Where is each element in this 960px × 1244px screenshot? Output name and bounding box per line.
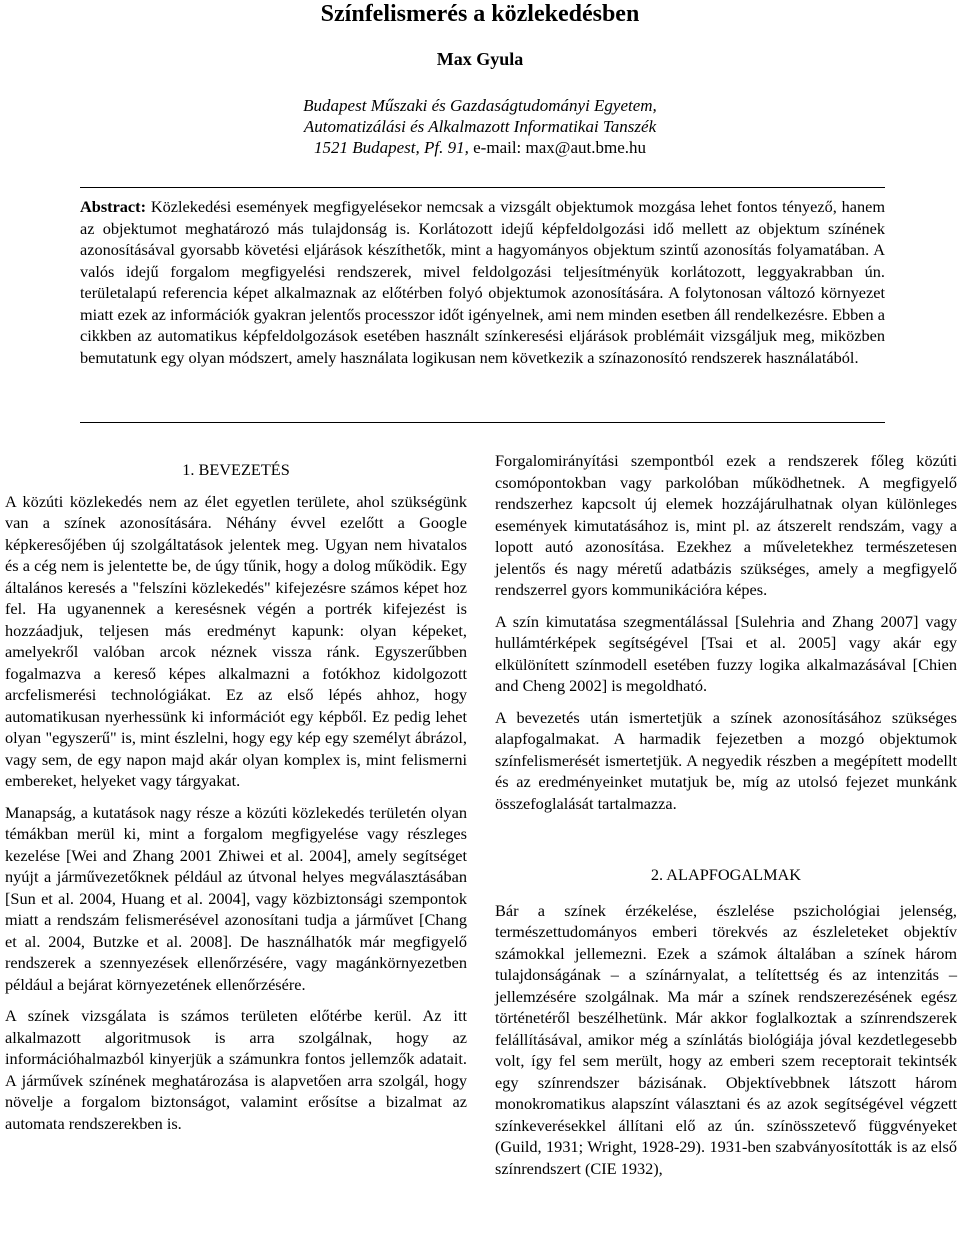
intro-paragraph-2: Manapság, a kutatások nagy része a közúti közlekedés területén olyan témákban merül ki, mint a forgalom megfigyelése vagy részleges kezelése [Wei and Zhang 2001 Zhiwei et al. 2004], amely segítséget nyújt a járművezetőknek például az útvonal helyes megválasztásában [Sun et al. 2004, Huang et al. 2004], vagy közbiztonsági szempontok miatt a rendszám felismerésével azonosítani tudja a járművet [Chang et al. 2004, Butzke et al. 2008]. De használhatók már megfigyelő rendszerek a szennyezések ellenőrzésére, vagy magánkörnyezetben például a bejárat környezetének ellenőrzésére. bbox=[5, 802, 467, 994]
intro-paragraph-1: A közúti közlekedés nem az élet egyetlen területe, ahol szükségünk van a színek azonosítására. Néhány évvel ezelőtt a Google képkeresőjében új szolgáltatások jelentek meg. Ugyan nem hivatalos és a cég nem is jelentette be, de úgy tűnik, hogy a dolog működik. Egy általános keresés a "felszíni közlekedés" kifejezésre számos képet hoz fel. Ha ugyanennek a keresésnek végén a portrék kifejezést is hozzáadjuk, teljesen más eredményt kapunk: olyan képeket, amelyekről valóban arcok néznek vissza ránk. Egyszerűbben fogalmazva a kereső képes alkalmazni a fotókhoz kidolgozott arcfelismerési technológiákat. Ez az első lépés ahhoz, hogy automatikusan nyerhessünk ki információt egy képből. Ez pedig lehet olyan "egyszerű" is, mint észlelni, hogy egy kép egy személyt ábrázol, vagy sem, de egy napon majd akár olyan komplex is, mint felismerni embereket, helyeket vagy tárgyakat. bbox=[5, 491, 467, 790]
abstract bbox=[80, 196, 885, 368]
section-heading-introduction: 1. BEVEZETÉS bbox=[182, 460, 290, 479]
right-paragraph-1: Forgalomirányítási szempontból ezek a rendszerek főleg közúti csomópontokban vagy parkolóban működhetnek. A megfigyelő rendszerhez kapcsolt új elemek hozzájárulhatnak olyan különleges események kimutatásához is, mint pl. az átszerelt rendszám, vagy a lopott autó azonosítása. Ezekhez a műveletekhez természetesen jelentős és nagy méretű adatbázis szükséges, amely a megfigyelő rendszerrel gyors kommunikációra képes. bbox=[495, 451, 957, 599]
right-paragraph-2: A szín kimutatása szegmentálással [Sulehria and Zhang 2007] vagy hullámtérképek segítségével [Tsai et al. 2005] vagy akár egy elkülönített színmodell esetében fuzzy logika alkalmazásával [Chien and Cheng 2002] is megoldható. bbox=[495, 611, 957, 695]
paper-title: Színfelismerés a közlekedésben bbox=[320, 1, 640, 27]
affiliation-university: Budapest Műszaki és Gazdaságtudományi Egyetem, bbox=[303, 96, 657, 115]
affiliation-address-line bbox=[0, 137, 960, 158]
abstract-bottom-rule bbox=[80, 422, 885, 423]
abstract-text: Közlekedési események megfigyelésekor nemcsak a vizsgált objektumok mozgása lehet fontos tényező, hanem az objektumot meghatározó más tulajdonság is. Korlátozott idejű képfeldolgozási idő mellett az objektum színének azonosításával gyorsabb követési eljárások készíthetők, mint a hagyományos objektum szintű azonosítás folyamatában. A valós idejű forgalom megfigyelési rendszerek, mivel feldolgozási teljesítményük korlátozott, leggyakrabban ún. területalapú referencia képet alkalmaznak az előtérben folyó objektumok azonosítására. A folytonosan változó környezet miatt ezek az információk gyakran jelentős processzor időt igényelnek, ami nem minden esetben áll rendelkezésre. Ebben a cikkben az automatikus képfeldolgozások esetében használt színkeresési eljárások problémáit vizsgáljuk meg, miközben bemutatunk egy olyan módszert, amely használata logikusan nem következik a színazonosító rendszerek használatából. bbox=[80, 197, 885, 367]
abstract-top-rule bbox=[80, 187, 885, 188]
affiliation-address: 1521 Budapest, Pf. 91, bbox=[314, 138, 469, 157]
author-name: Max Gyula bbox=[436, 49, 524, 69]
affiliation-department: Automatizálási és Alkalmazott Informatikai Tanszék bbox=[303, 117, 657, 136]
abstract-label: Abstract: bbox=[80, 197, 147, 216]
affiliation-block bbox=[0, 95, 960, 158]
basics-paragraph-1: Bár a színek érzékelése, észlelése pszichológiai jelenség, természettudományos emberi törekvés az észleleteket objektív számokkal jellemezni. Ezek a számok általában a színek három tulajdonságának – a színárnyalat, a telítettség és az intenzitás – jellemzésére szolgálnak. Ma már a színek rendszerezésének egész történetéről beszélhetünk. Már akkor foglalkoztak a színrendszerek felállításával, amikor még a színlátás biológiája jóval kezdetlegesebb volt, így fel sem merült, hogy az emberi szem receptorait tekintsék egy színrendszer bázisának. Objektívebbnek látszott három monokromatikus alapszínt választani és az azok segítségével végzett színkeverésekkel állítani elő az ún. színösszetevő függvényeket (Guild, 1931; Wright, 1928-29). 1931-ben szabványosították is az első színrendszert (CIE 1932), bbox=[495, 900, 957, 1178]
intro-paragraph-3: A színek vizsgálata is számos területen előtérbe kerül. Az itt alkalmazott algoritmusok is arra szolgálnak, hogy az információhalmazból kinyerjük a számunkra fontos jellemzők adatait. A járművek színének meghatározása is alapvetően arra szolgál, hogy növelje a forgalom biztonságot, valamint erősítse a bizalmat az automata rendszerekben is. bbox=[5, 1006, 467, 1133]
section-heading-basics: 2. ALAPFOGALMAK bbox=[650, 865, 802, 884]
affiliation-email: e-mail: max@aut.bme.hu bbox=[468, 138, 646, 157]
right-paragraph-3: A bevezetés után ismertetjük a színek azonosításához szükséges alapfogalmakat. A harmadik fejezetben a mozgó objektumok színfelismerését ismertetjük. A negyedik részben a megépített modellt és az eredményeinket mutatjuk be, míg az utolsó fejezet munkánk összefoglalását tartalmazza. bbox=[495, 707, 957, 813]
right-column bbox=[495, 450, 957, 1189]
left-column bbox=[5, 450, 467, 1144]
